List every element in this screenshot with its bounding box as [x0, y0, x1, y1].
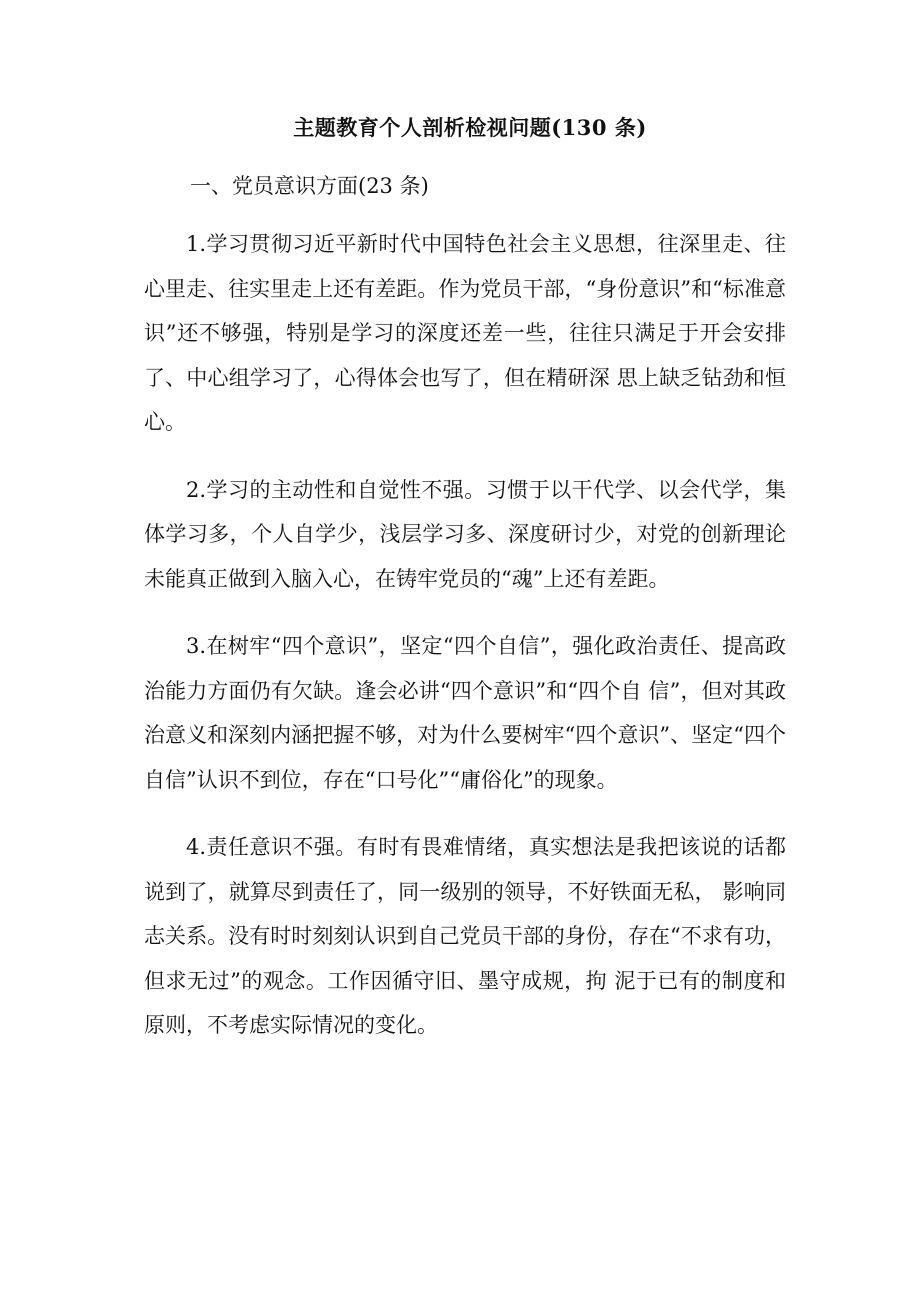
paragraph-4: 4.责任意识不强。有时有畏难情绪，真实想法是我把该说的话都说到了，就算尽到责任了，同一级别的领导，不好铁面无私， 影响同志关系。没有时时刻刻认识到自己党员干部的身份，存在“不求有功，但求无过”的观念。工作因循守旧、墨守成规，拘 泥于已有的制度和原则，不考虑实际情况的变化。: [144, 835, 786, 1037]
paragraph-3: 3.在树牢“四个意识”，坚定“四个自信”，强化政治责任、提高政治能力方面仍有欠缺。逢会必讲“四个意识”和“四个自 信”，但对其政治意义和深刻内涵把握不够，对为什么要树牢“四个意识”、坚定“四个自信”认识不到位，存在“口号化”“庸俗化”的现象。: [144, 634, 786, 792]
section-heading: 一、党员意识方面(23 条): [190, 174, 429, 198]
document-body: [144, 222, 786, 1071]
paragraph-2: 2.学习的主动性和自觉性不强。习惯于以干代学、以会代学，集体学习多，个人自学少，浅层学习多、深度研讨少，对党的创新理论未能真正做到入脑入心，在铸牢党员的“魂”上还有差距。: [144, 477, 786, 591]
document-title: 主题教育个人剖析检视问题(130 条): [293, 115, 647, 140]
paragraph-1: 1.学习贯彻习近平新时代中国特色社会主义思想，往深里走、往心里走、往实里走上还有差距。作为党员干部，“身份意识”和“标准意识”还不够强，特别是学习的深度还差一些，往往只满足于开会安排了、中心组学习了，心得体会也写了，但在精研深 思上缺乏钻劲和恒心。: [144, 232, 786, 434]
